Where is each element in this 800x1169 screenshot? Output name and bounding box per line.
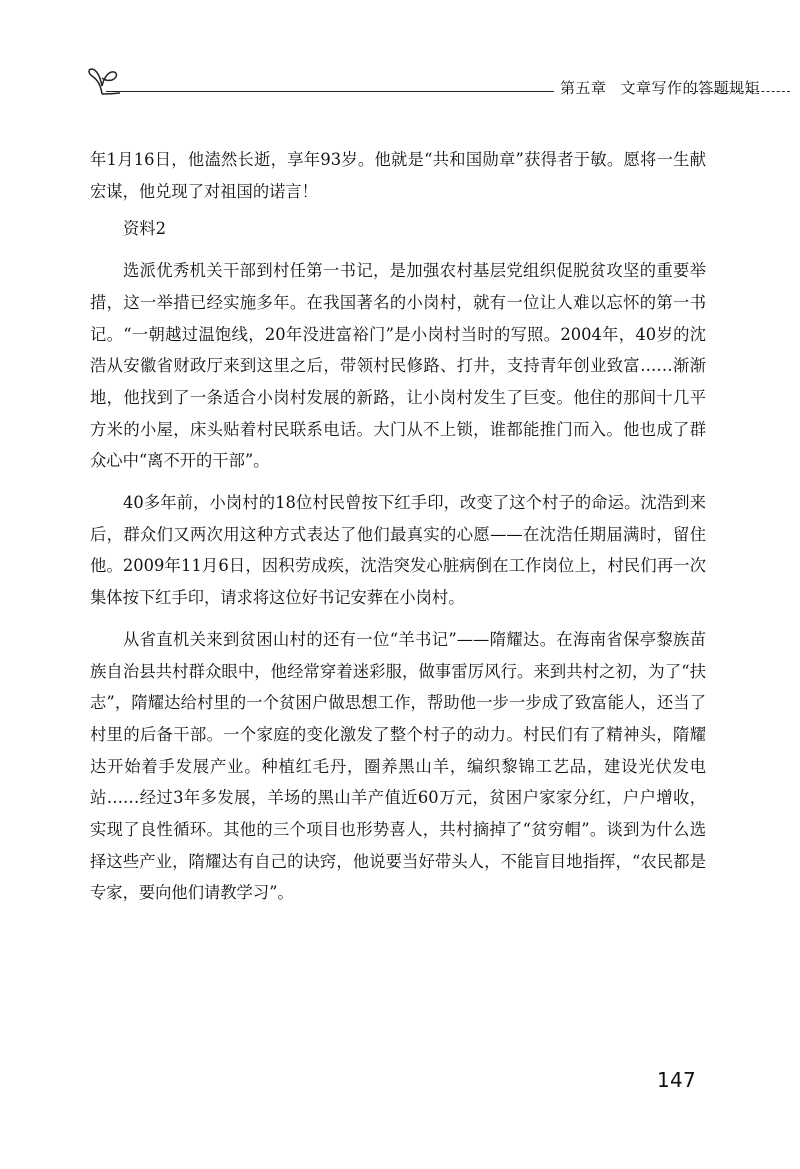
paragraph-sheep-secretary: 从省直机关来到贫困山村的还有一位“羊书记”——隋耀达。在海南省保亭黎族苗族自治县共村群众眼中，他经常穿着迷彩服，做事雷厉风行。来到共村之初，为了“扶志”，隋耀达给村里的一个贫困户做思想工作，帮助他一步一步成了致富能人，还当了村里的后备干部。一个家庭的变化激发了整个村子的动力。村民们有了精神头，隋耀达开始着手发展产业。种植红毛丹，圈养黑山羊，编织黎锦工艺品，建设光伏发电站……经过3年多发展，羊场的黑山羊产值近60万元，贫困户家家分红，户户增收，实现了良性循环。其他的三个项目也形势喜人，共村摘掉了“贫穷帽”。谈到为什么选择这些产业，隋耀达有自己的诀窍，他说要当好带头人，不能盲目地指挥，“农民都是专家，要向他们请教学习”。 — [90, 629, 706, 903]
section-label: 资料2 — [123, 219, 166, 239]
chapter-number: 第五章 — [560, 79, 607, 97]
running-header — [86, 62, 761, 102]
chapter-heading — [560, 77, 760, 98]
page-body — [90, 144, 706, 909]
chapter-title: 文章写作的答题规矩 — [620, 79, 761, 97]
paragraph-continuation: 年1月16日，他溘然长逝，享年93岁。他就是“共和国勋章”获得者于敏。愿将一生献宏谋，他兑现了对祖国的诺言！ — [90, 150, 706, 201]
page-number: 147 — [657, 1068, 697, 1092]
paragraph-red-fingerprints: 40多年前，小岗村的18位村民曾按下红手印，改变了这个村子的命运。沈浩到来后，群众们又两次用这种方式表达了他们最真实的心愿——在沈浩任期届满时，留住他。2009年11月6日，因积劳成疾，沈浩突发心脏病倒在工作岗位上，村民们再一次集体按下红手印，请求将这位好书记安葬在小岗村。 — [90, 493, 706, 608]
header-rule-left — [106, 91, 554, 92]
paragraph-shen-hao: 选派优秀机关干部到村任第一书记，是加强农村基层党组织促脱贫攻坚的重要举措，这一举措已经实施多年。在我国著名的小岗村，就有一位让人难以忘怀的第一书记。“一朝越过温饱线，20年没进富裕门”是小岗村当时的写照。2004年，40岁的沈浩从安徽省财政厅来到这里之后，带领村民修路、打井，支持青年创业致富……渐渐地，他找到了一条适合小岗村发展的新路，让小岗村发生了巨变。他住的那间十几平方米的小屋，床头贴着村民联系电话。大门从不上锁，谁都能推门而入。他也成了群众心中“离不开的干部”。 — [90, 261, 706, 471]
header-rule-right — [690, 91, 790, 92]
